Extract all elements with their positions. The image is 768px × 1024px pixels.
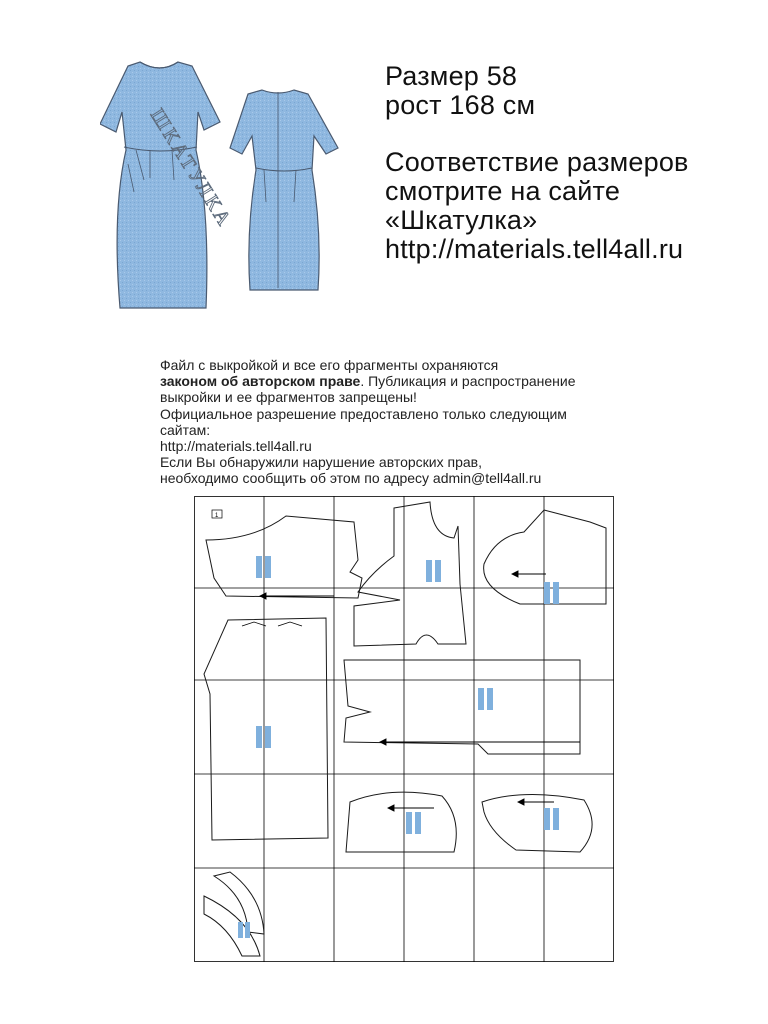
watermark-text: ШКАТУЛКА xyxy=(145,104,237,232)
dress-icon xyxy=(478,688,493,710)
pattern-piece-pocket-right xyxy=(482,794,592,852)
sheet-number: 1 xyxy=(215,513,219,519)
dress-icon xyxy=(256,556,271,578)
pattern-piece-pocket-left xyxy=(346,792,456,852)
dart-mark xyxy=(242,622,302,626)
dress-icon xyxy=(426,560,441,582)
dress-icon xyxy=(406,812,421,834)
note-line-3: «Шкатулка» xyxy=(385,205,538,235)
dress-icon xyxy=(256,726,271,748)
height-line: рост 168 см xyxy=(385,90,536,120)
copyright-line-1: Файл с выкройкой и все его фрагменты охраняются xyxy=(160,357,499,373)
pattern-layout-sheet xyxy=(194,496,614,962)
copyright-law-bold: законом об авторском праве xyxy=(160,373,361,390)
grainline-arrow xyxy=(388,805,434,811)
dress-back-view xyxy=(230,90,338,290)
note-line-1: Соответствие размеров xyxy=(385,147,689,177)
dress-icon xyxy=(544,808,559,830)
copyright-line-4: Официальное разрешение предоставлено только следующим xyxy=(160,405,567,422)
dress-illustration xyxy=(100,52,340,317)
copyright-line-2 xyxy=(160,373,576,389)
note-line-2: смотрите на сайте xyxy=(385,176,621,206)
size-line: Размер 58 xyxy=(385,61,518,91)
dress-icon xyxy=(238,922,250,938)
sheet-number-box xyxy=(212,510,222,519)
copyright-line-5: сайтам: xyxy=(160,421,211,438)
copyright-contact: необходимо сообщить об этом по адресу admin@tell4all.ru xyxy=(160,470,542,487)
grainline-arrow xyxy=(380,739,580,745)
pattern-piece-front-bodice xyxy=(354,502,466,646)
copyright-line-7: Если Вы обнаружили нарушение авторских прав, xyxy=(160,454,482,471)
copyright-line-2-rest: . Публикация и распространение xyxy=(360,373,576,390)
copyright-url[interactable]: http://materials.tell4all.ru xyxy=(160,438,312,455)
site-url[interactable]: http://materials.tell4all.ru xyxy=(385,234,684,264)
pattern-piece-skirt-back xyxy=(344,660,580,754)
grainline-arrow xyxy=(518,799,554,805)
copyright-line-3: выкройки и ее фрагментов запрещены! xyxy=(160,389,417,406)
grainline-arrow xyxy=(512,571,546,577)
grainline-arrow xyxy=(260,593,334,599)
dress-icon xyxy=(544,582,559,604)
pattern-piece-neck-facing xyxy=(204,896,260,956)
size-info xyxy=(385,62,689,264)
copyright-notice xyxy=(160,357,576,487)
pattern-piece-back-bodice xyxy=(206,516,362,598)
